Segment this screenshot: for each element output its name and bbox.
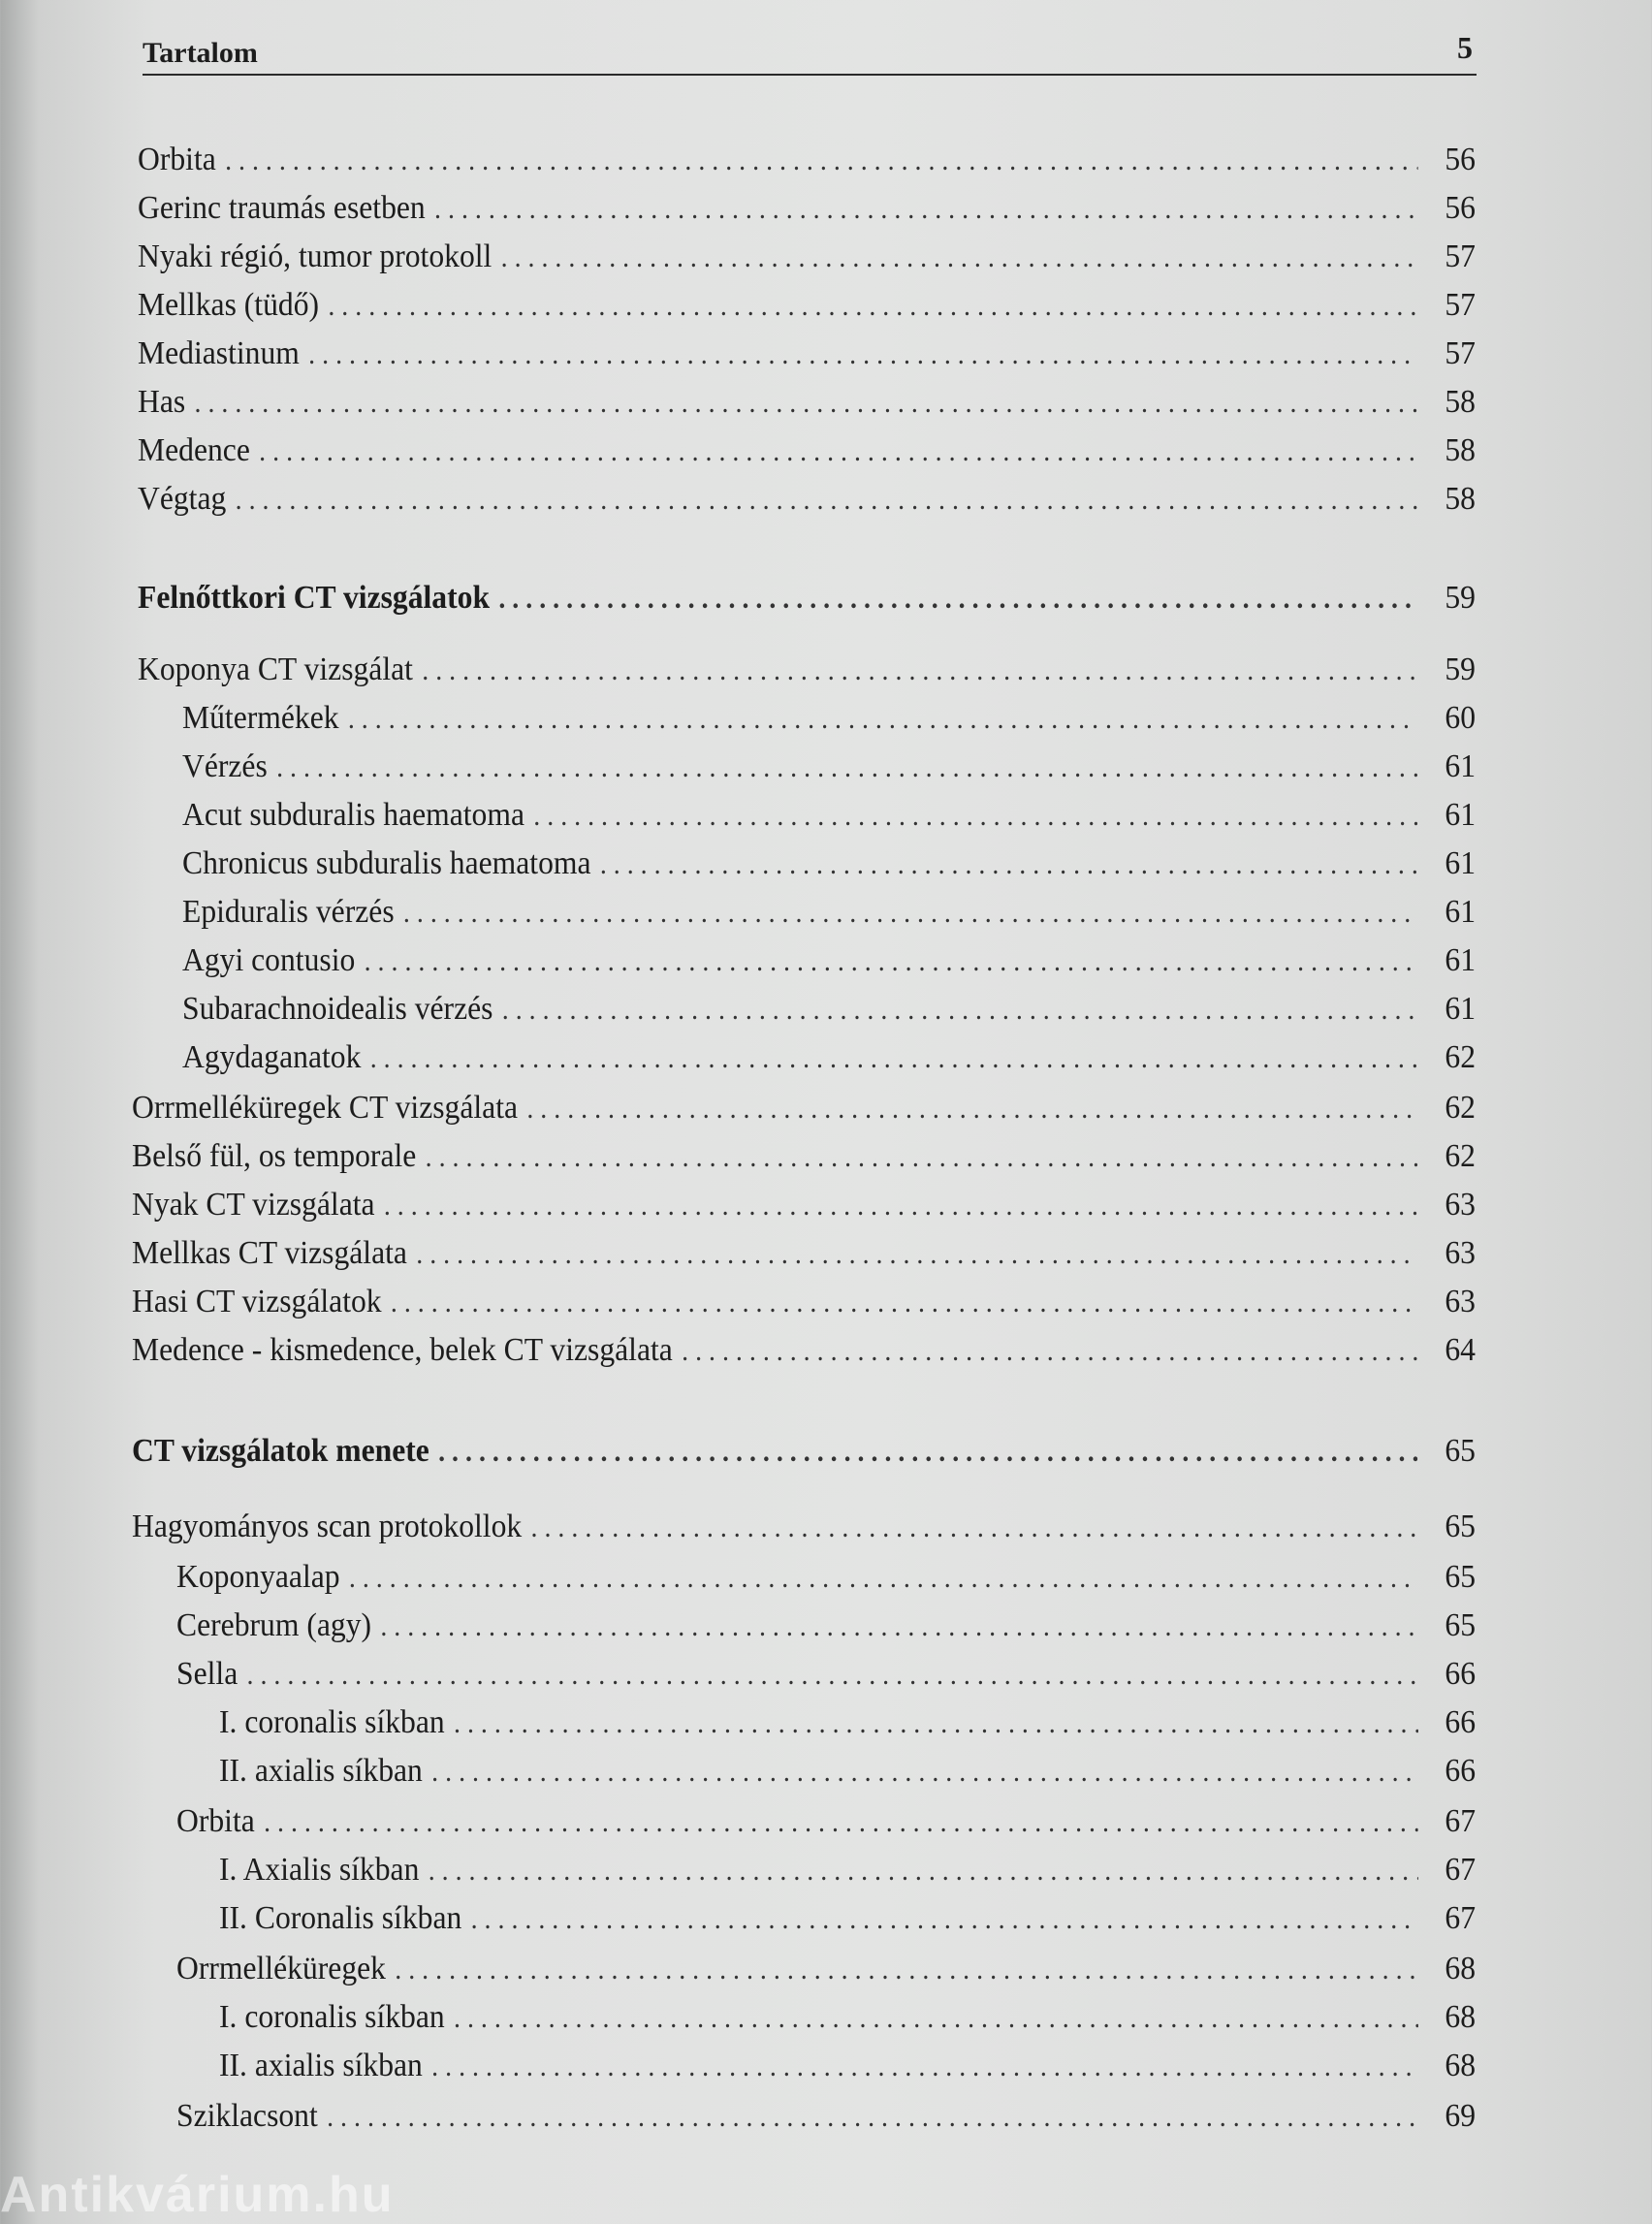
toc-entry-page: 59 [1445,580,1476,616]
toc-entry [176,1650,1476,1699]
toc-entry-page: 69 [1445,2098,1476,2134]
toc-section-heading [132,1427,1476,1476]
toc-entry [132,1503,1476,1551]
dot-leader [391,1279,1418,1327]
toc-entry-label: I. Axialis síkban [219,1852,420,1888]
toc-entry-page: 61 [1445,894,1476,930]
toc-entry [138,475,1476,524]
dot-leader [682,1327,1417,1376]
toc-entry [219,1699,1476,1747]
toc-entry-label: Medence - kismedence, belek CT vizsgálata [132,1332,673,1368]
dot-leader [327,2093,1417,2142]
toc-entry-page: 68 [1445,1999,1476,2035]
dot-leader [526,1085,1417,1133]
toc-entry-label: Felnőttkori CT vizsgálatok [138,580,491,616]
toc-entry-label: Sziklacsont [176,2098,318,2134]
dot-leader [225,137,1417,185]
toc-entry-page: 65 [1445,1509,1476,1544]
toc-entry-page: 61 [1445,991,1476,1027]
toc-entry-label: Gerinc traumás esetben [138,190,426,226]
toc-entry [219,2042,1476,2090]
toc-entry-page: 57 [1445,287,1476,323]
toc-entry-page: 66 [1445,1704,1476,1740]
page-number: 5 [1457,30,1473,65]
dot-leader [501,234,1418,282]
toc-entry [132,1084,1476,1132]
dot-leader [531,1504,1418,1552]
toc-entry-label: Orbita [176,1803,255,1839]
toc-entry-label: CT vizsgálatok menete [132,1433,429,1469]
dot-leader [395,1946,1417,1994]
toc-entry [138,184,1476,233]
dot-leader [416,1230,1417,1279]
toc-entry-label: Orrmelléküregek CT vizsgálata [132,1090,519,1126]
dot-leader [422,647,1417,695]
toc-entry [182,791,1476,840]
toc-entry [182,1033,1476,1082]
dot-leader [403,889,1418,937]
dot-leader [259,428,1417,476]
toc-entry-label: Agyi contusio [182,942,356,978]
toc-entry-page: 61 [1445,942,1476,978]
toc-entry-label: Hasi CT vizsgálatok [132,1284,382,1319]
toc-entry-label: Has [138,384,186,420]
toc-entry [219,1846,1476,1894]
toc-entry [219,1747,1476,1795]
toc-entry [176,1945,1476,1993]
toc-entry [219,1993,1476,2042]
toc-entry [132,1326,1476,1375]
dot-leader [600,841,1418,889]
toc-entry [138,427,1476,475]
toc-entry-page: 58 [1445,481,1476,517]
toc-entry [176,1602,1476,1650]
toc-entry-page: 67 [1445,1900,1476,1936]
dot-leader [247,1651,1418,1700]
toc-entry-label: Vérzés [182,748,268,784]
dot-leader [502,986,1418,1034]
toc-entry-page: 61 [1445,797,1476,833]
toc-entry [132,1229,1476,1278]
dot-leader [194,379,1417,428]
toc-entry [176,2092,1476,2141]
toc-entry-label: Koponya CT vizsgálat [138,651,413,687]
toc-entry-label: Orrmelléküregek [176,1951,386,1986]
dot-leader [429,1847,1418,1895]
toc-entry-page: 66 [1445,1656,1476,1692]
toc-entry-label: Cerebrum (agy) [176,1607,372,1643]
toc-entry-page: 61 [1445,748,1476,784]
toc-entry-label: Acut subduralis haematoma [182,797,524,833]
dot-leader [328,282,1417,331]
toc-entry-label: Subarachnoidealis vérzés [182,991,493,1027]
toc-section-heading [138,574,1476,622]
toc-entry-label: II. Coronalis síkban [219,1900,462,1936]
dot-leader [533,792,1417,841]
dot-leader [276,744,1417,792]
toc-entry-page: 58 [1445,432,1476,468]
toc-entry-page: 63 [1445,1235,1476,1271]
toc-entry-page: 68 [1445,2048,1476,2083]
dot-leader [426,1133,1418,1182]
toc-entry-label: I. coronalis síkban [219,1704,445,1740]
dot-leader [349,1554,1418,1603]
dot-leader [308,331,1417,379]
toc-entry [219,1894,1476,1943]
dot-leader [370,1034,1418,1083]
toc-entry-label: Koponyaalap [176,1559,340,1595]
dot-leader [434,185,1417,234]
toc-entry-label: I. coronalis síkban [219,1999,445,2035]
toc-entry [176,1797,1476,1846]
dot-leader [471,1895,1418,1944]
toc-entry [138,378,1476,427]
toc-entry-page: 67 [1445,1803,1476,1839]
dot-leader [438,1428,1417,1477]
toc-entry-label: Epiduralis vérzés [182,894,395,930]
toc-entry-label: Végtag [138,481,227,517]
dot-leader [348,695,1418,744]
toc-entry [182,840,1476,888]
toc-entry-page: 62 [1445,1090,1476,1126]
dot-leader [264,1798,1417,1847]
toc-entry [132,1278,1476,1326]
toc-entry-page: 65 [1445,1559,1476,1595]
dot-leader [384,1182,1418,1230]
toc-entry-page: 61 [1445,845,1476,881]
toc-entry [182,985,1476,1033]
running-title: Tartalom [143,37,258,69]
toc-entry-page: 62 [1445,1138,1476,1174]
toc-entry [132,1132,1476,1181]
toc-entry [138,136,1476,184]
toc-entry-page: 60 [1445,700,1476,736]
toc-entry-page: 57 [1445,335,1476,371]
toc-entry [138,233,1476,281]
toc-entry-label: Orbita [138,142,216,177]
toc-entry-page: 59 [1445,651,1476,687]
toc-entry-label: Mellkas (tüdő) [138,287,320,323]
toc-entry-page: 65 [1445,1607,1476,1643]
toc-entry-label: Nyak CT vizsgálata [132,1187,375,1223]
toc-entry-label: Chronicus subduralis haematoma [182,845,591,881]
toc-entry-label: Mellkas CT vizsgálata [132,1235,407,1271]
dot-leader [380,1603,1417,1651]
toc-entry-page: 64 [1445,1332,1476,1368]
toc-entry-label: Medence [138,432,250,468]
dot-leader [454,1994,1417,2043]
toc-entry-label: II. axialis síkban [219,1753,423,1789]
toc-entry [176,1553,1476,1602]
toc-entry-page: 66 [1445,1753,1476,1789]
toc-entry [132,1181,1476,1229]
toc-entry-page: 62 [1445,1039,1476,1075]
toc-entry-label: Sella [176,1656,238,1692]
toc-entry-page: 65 [1445,1433,1476,1469]
dot-leader [454,1700,1417,1748]
toc-entry-page: 57 [1445,238,1476,274]
toc-entry-page: 63 [1445,1284,1476,1319]
toc-entry-label: Mediastinum [138,335,300,371]
toc-entry [138,646,1476,694]
toc-entry-label: Nyaki régió, tumor protokoll [138,238,492,274]
toc-entry-page: 58 [1445,384,1476,420]
toc-entry-label: II. axialis síkban [219,2048,423,2083]
toc-entry [182,937,1476,985]
dot-leader [365,937,1418,986]
toc-entry-label: Hagyományos scan protokollok [132,1509,523,1544]
dot-leader [498,575,1417,623]
toc-entry-label: Agydaganatok [182,1039,362,1075]
toc-entry [182,694,1476,743]
toc-entry [138,330,1476,378]
toc-entry-label: Műtermékek [182,700,339,736]
toc-entry-label: Belső fül, os temporale [132,1138,417,1174]
dot-leader [431,2043,1417,2091]
toc-entry [138,281,1476,330]
dot-leader [236,476,1418,524]
watermark: Antikvárium.hu [0,2167,395,2223]
toc-entry-page: 67 [1445,1852,1476,1888]
dot-leader [431,1748,1417,1796]
toc-entry [182,743,1476,791]
toc-entry-page: 56 [1445,190,1476,226]
toc-entry [182,888,1476,937]
toc-entry-page: 68 [1445,1951,1476,1986]
toc-entry-page: 56 [1445,142,1476,177]
toc-entry-page: 63 [1445,1187,1476,1223]
